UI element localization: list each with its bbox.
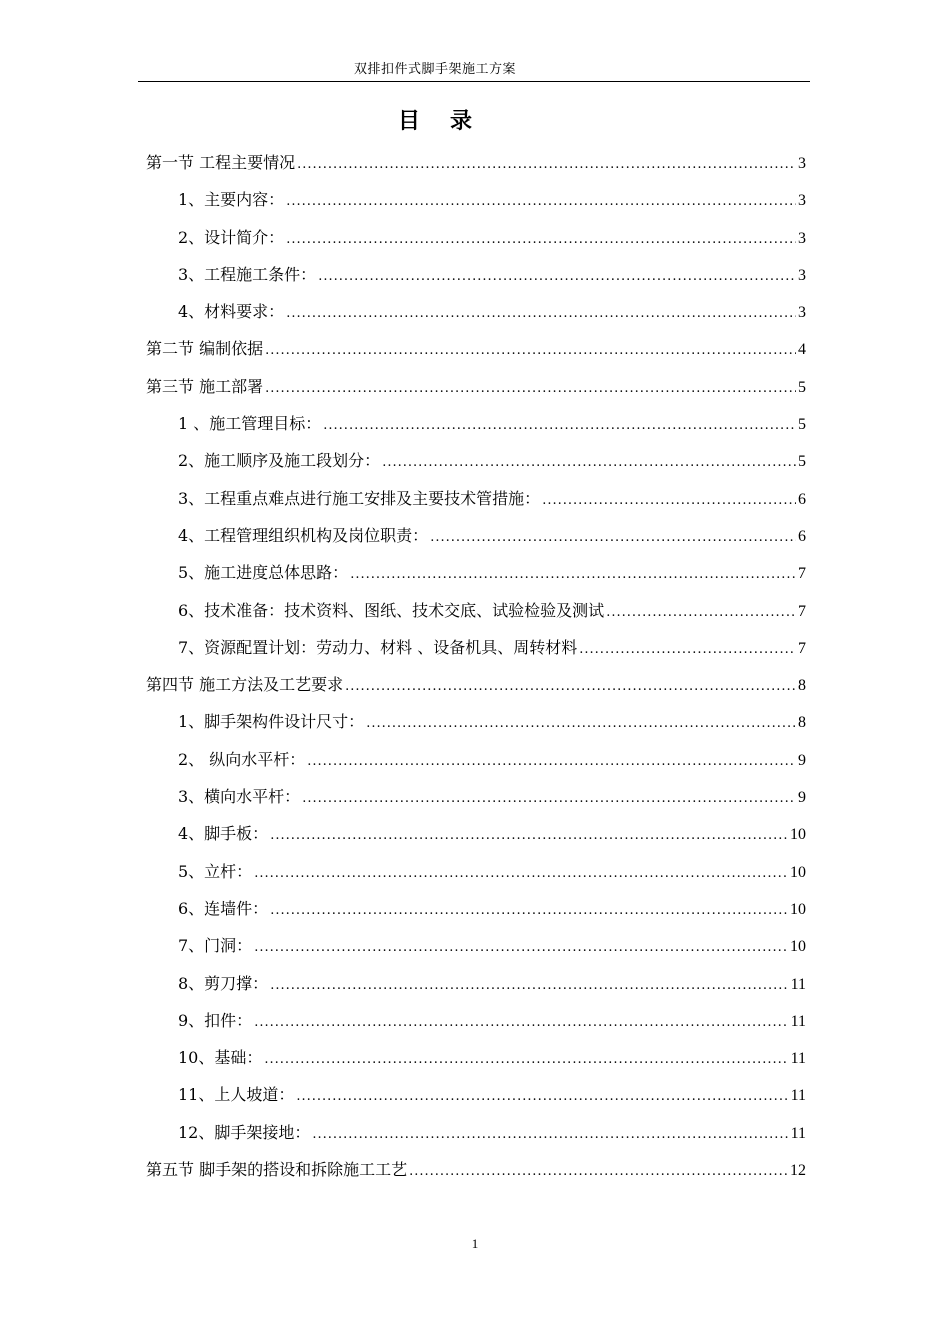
toc-entry-label: 7、门洞： [178, 936, 253, 956]
toc-section-entry[interactable] [146, 330, 806, 367]
toc-entry-page: 3 [798, 266, 806, 284]
toc-dot-leader [270, 817, 788, 854]
toc-entry-label: 2、设计简介： [178, 227, 285, 247]
toc-dot-leader [286, 295, 796, 332]
toc-entry-page: 8 [798, 714, 806, 732]
toc-title: 目录 [397, 108, 502, 134]
toc-dot-leader [254, 929, 788, 966]
toc-entry-label: 4、脚手板： [178, 824, 269, 844]
toc-dot-leader [345, 668, 796, 705]
toc-entry-label: 第一节 工程主要情况 [146, 153, 296, 172]
toc-entry-page: 10 [790, 900, 806, 918]
toc-subsection-entry[interactable] [146, 1002, 806, 1039]
toc-subsection-entry[interactable] [146, 815, 806, 852]
toc-dot-leader [430, 519, 796, 556]
toc-subsection-entry[interactable] [146, 442, 806, 479]
toc-entry-page: 5 [798, 416, 806, 434]
toc-entry-label: 8、剪刀撑： [178, 973, 269, 993]
toc-entry-page: 3 [798, 304, 806, 322]
toc-entry-page: 6 [798, 490, 806, 508]
toc-dot-leader [254, 855, 788, 892]
toc-entry-page: 9 [798, 751, 806, 769]
toc-subsection-entry[interactable] [146, 1114, 806, 1151]
toc-dot-leader [382, 444, 796, 481]
toc-dot-leader [350, 556, 796, 593]
toc-entry-label: 第二节 编制依据 [146, 339, 264, 359]
toc-entry-page: 11 [790, 1050, 806, 1068]
toc-subsection-entry[interactable] [146, 592, 806, 629]
toc-subsection-entry[interactable] [146, 778, 806, 815]
toc-entry-page: 3 [798, 229, 806, 247]
toc-entry-label: 6、连墙件： [178, 898, 269, 918]
toc-subsection-entry[interactable] [146, 890, 806, 927]
page-header: 双排扣件式脚手架施工方案 [353, 62, 516, 77]
toc-dot-leader [542, 482, 796, 519]
toc-dot-leader [265, 332, 796, 369]
toc-dot-leader [409, 1153, 788, 1190]
toc-subsection-entry[interactable] [146, 1039, 806, 1076]
toc-entry-label: 7、资源配置计划：劳动力、材料 、设备机具、周转材料 [178, 637, 578, 657]
toc-dot-leader [297, 146, 796, 183]
toc-entry-label: 6、技术准备：技术资料、图纸、技术交底、试验检验及测试 [178, 600, 605, 620]
toc-entry-page: 8 [798, 677, 806, 695]
toc-entry-page: 10 [790, 826, 806, 844]
toc-dot-leader [296, 1078, 788, 1115]
toc-entry-label: 12、脚手架接地： [178, 1122, 311, 1142]
toc-subsection-entry[interactable] [146, 293, 806, 330]
toc-subsection-entry[interactable] [146, 703, 806, 740]
toc-section-entry[interactable] [146, 368, 806, 405]
toc-subsection-entry[interactable] [146, 517, 806, 554]
toc-dot-leader [286, 183, 796, 220]
toc-entry-label: 第三节 施工部署 [146, 376, 264, 396]
toc-dot-leader [606, 594, 796, 631]
toc-dot-leader [270, 967, 788, 1004]
toc-subsection-entry[interactable] [146, 405, 806, 442]
toc-entry-label: 3、工程重点难点进行施工安排及主要技术管措施： [178, 488, 541, 508]
toc-dot-leader [270, 892, 788, 929]
toc-subsection-entry[interactable] [146, 554, 806, 591]
table-of-contents [146, 144, 806, 1188]
toc-entry-label: 5、施工进度总体思路： [178, 563, 349, 583]
toc-section-entry[interactable] [146, 144, 806, 181]
toc-entry-page: 5 [798, 453, 806, 471]
toc-entry-label: 3、横向水平杆： [178, 787, 301, 807]
toc-entry-label: 1、主要内容： [178, 190, 285, 210]
toc-subsection-entry[interactable] [146, 741, 806, 778]
toc-entry-page: 10 [790, 863, 806, 881]
toc-dot-leader [265, 370, 796, 407]
toc-entry-page: 7 [798, 565, 806, 583]
toc-entry-page: 3 [798, 192, 806, 210]
toc-entry-page: 10 [790, 938, 806, 956]
toc-entry-label: 1、脚手架构件设计尺寸： [178, 712, 365, 732]
toc-dot-leader [312, 1116, 788, 1153]
page-number: 1 [471, 1236, 479, 1251]
toc-subsection-entry[interactable] [146, 256, 806, 293]
toc-subsection-entry[interactable] [146, 853, 806, 890]
toc-entry-page: 11 [790, 1087, 806, 1105]
toc-subsection-entry[interactable] [146, 219, 806, 256]
toc-entry-page: 11 [790, 975, 806, 993]
toc-entry-label: 11、上人坡道： [178, 1085, 295, 1105]
toc-entry-label: 5、立杆： [178, 861, 253, 881]
toc-subsection-entry[interactable] [146, 181, 806, 218]
toc-dot-leader [254, 1004, 788, 1041]
toc-entry-label: 2、 纵向水平杆： [178, 749, 306, 769]
toc-dot-leader [286, 221, 796, 258]
toc-entry-page: 9 [798, 789, 806, 807]
toc-entry-page: 5 [798, 378, 806, 396]
toc-entry-page: 7 [798, 602, 806, 620]
toc-entry-label: 第五节 脚手架的搭设和拆除施工工艺 [146, 1160, 408, 1180]
toc-entry-label: 3、工程施工条件： [178, 264, 317, 284]
toc-entry-label: 4、工程管理组织机构及岗位职责： [178, 525, 429, 545]
toc-entry-label: 2、施工顺序及施工段划分： [178, 451, 381, 471]
toc-subsection-entry[interactable] [146, 1076, 806, 1113]
toc-entry-page: 7 [798, 639, 806, 657]
toc-section-entry[interactable] [146, 1151, 806, 1188]
toc-subsection-entry[interactable] [146, 927, 806, 964]
toc-entry-label: 9、扣件： [178, 1010, 253, 1030]
toc-dot-leader [579, 631, 796, 668]
toc-dot-leader [318, 258, 796, 295]
toc-subsection-entry[interactable] [146, 480, 806, 517]
toc-dot-leader [264, 1041, 788, 1078]
toc-dot-leader [307, 743, 796, 780]
toc-subsection-entry[interactable] [146, 965, 806, 1002]
toc-entry-label: 第四节 施工方法及工艺要求 [146, 675, 344, 695]
toc-entry-page: 4 [798, 341, 806, 359]
toc-entry-page: 6 [798, 527, 806, 545]
toc-dot-leader [323, 407, 796, 444]
toc-entry-page: 11 [790, 1124, 806, 1142]
header-divider [138, 81, 810, 82]
toc-entry-page: 3 [798, 155, 806, 172]
toc-entry-label: 1 、施工管理目标： [178, 414, 322, 434]
toc-section-entry[interactable] [146, 666, 806, 703]
toc-dot-leader [366, 705, 796, 742]
toc-entry-label: 4、材料要求： [178, 302, 285, 322]
toc-subsection-entry[interactable] [146, 629, 806, 666]
toc-dot-leader [302, 780, 796, 817]
toc-entry-page: 12 [790, 1162, 806, 1180]
toc-entry-label: 10、基础： [178, 1048, 263, 1068]
toc-entry-page: 11 [790, 1012, 806, 1030]
